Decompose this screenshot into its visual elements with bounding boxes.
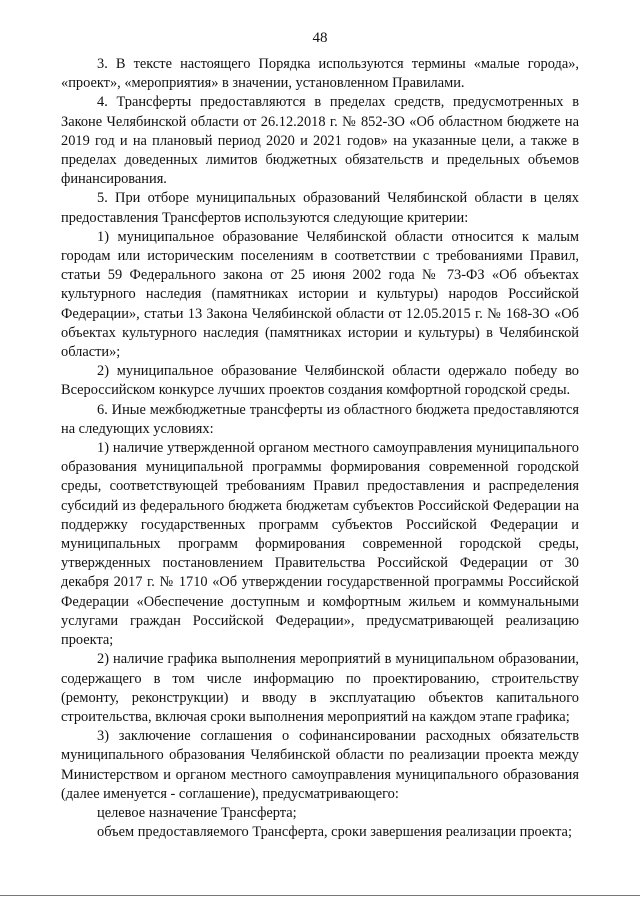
- condition-3-agreement: 3) заключение соглашения о софинансировании расходных обязательств муниципального образования Челябинской области по реализации проекта между Министерством и органом местного самоуправления муниципального образования (далее именуется - соглашение), предусматривающего:: [61, 728, 579, 802]
- condition-1-municipal-program: 1) наличие утвержденной органом местного самоуправления муниципального образования муниципальной программы формирования современной городской среды, соответствующей требованиям Правил предоставления и распределения субсидий из федерального бюджета бюджетам субъектов Российской Федерации на поддержку государственных программ субъектов Российской Федерации и муниципальных программ формирования современной городской среды, утвержденных постановлением Правительства Российской Федерации от 30 декабря 2017 г. № 1710 «Об утверждении государственной программы Российской Федерации «Обеспечение доступным и комфортным жильем и коммунальными услугами граждан Российской Федерации», предусматривающей реализацию проекта;: [61, 440, 579, 649]
- paragraph-4-transfers-limits: 4. Трансферты предоставляются в пределах средств, предусмотренных в Законе Челябинской области от 26.12.2018 г. № 852-ЗО «Об областном бюджете на 2019 год и на плановый период 2020 и 2021 годов» на указанные цели, а также в пределах доведенных лимитов бюджетных обязательств и предельных объемов финансирования.: [61, 94, 579, 188]
- page-bottom-divider: [0, 895, 640, 896]
- paragraph-5-selection-criteria: 5. При отборе муниципальных образований Челябинской области в целях предоставления Трансфертов используются следующие критерии:: [61, 190, 579, 226]
- agreement-item-purpose: целевое назначение Трансферта;: [97, 804, 297, 821]
- paragraph-6-conditions: 6. Иные межбюджетные трансферты из областного бюджета предоставляются на следующих условиях:: [61, 401, 579, 437]
- condition-2-schedule: 2) наличие графика выполнения мероприятий в муниципальном образовании, содержащего в том числе информацию по проектированию, строительству (ремонту, реконструкции) и вводу в эксплуатацию объектов капитального строительства, включая сроки выполнения мероприятий на каждом этапе графика;: [61, 651, 579, 725]
- criterion-2-contest-winner: 2) муниципальное образование Челябинской области одержало победу во Всероссийском конкурсе лучших проектов создания комфортной городской среды.: [61, 363, 579, 399]
- page-number: 48: [312, 30, 328, 46]
- paragraph-3-terms: 3. В тексте настоящего Порядка используются термины «малые города», «проект», «мероприятия» в значении, установленном Правилами.: [61, 56, 579, 92]
- document-body: [61, 55, 579, 842]
- criterion-1-small-towns: 1) муниципальное образование Челябинской области относится к малым городам или историческим поселениям в соответствии с требованиями Правил, статьи 59 Федерального закона от 25 июня 2002 года № 73-ФЗ «Об объектах культурного наследия (памятниках истории и культуры) народов Российской Федерации», статьи 13 Закона Челябинской области от 12.05.2015 г. № 168-ЗО «Об объектах культурного наследия (памятниках истории и культуры) в Челябинской области»;: [61, 228, 579, 361]
- agreement-item-volume: объем предоставляемого Трансферта, сроки завершения реализации проекта;: [97, 824, 572, 841]
